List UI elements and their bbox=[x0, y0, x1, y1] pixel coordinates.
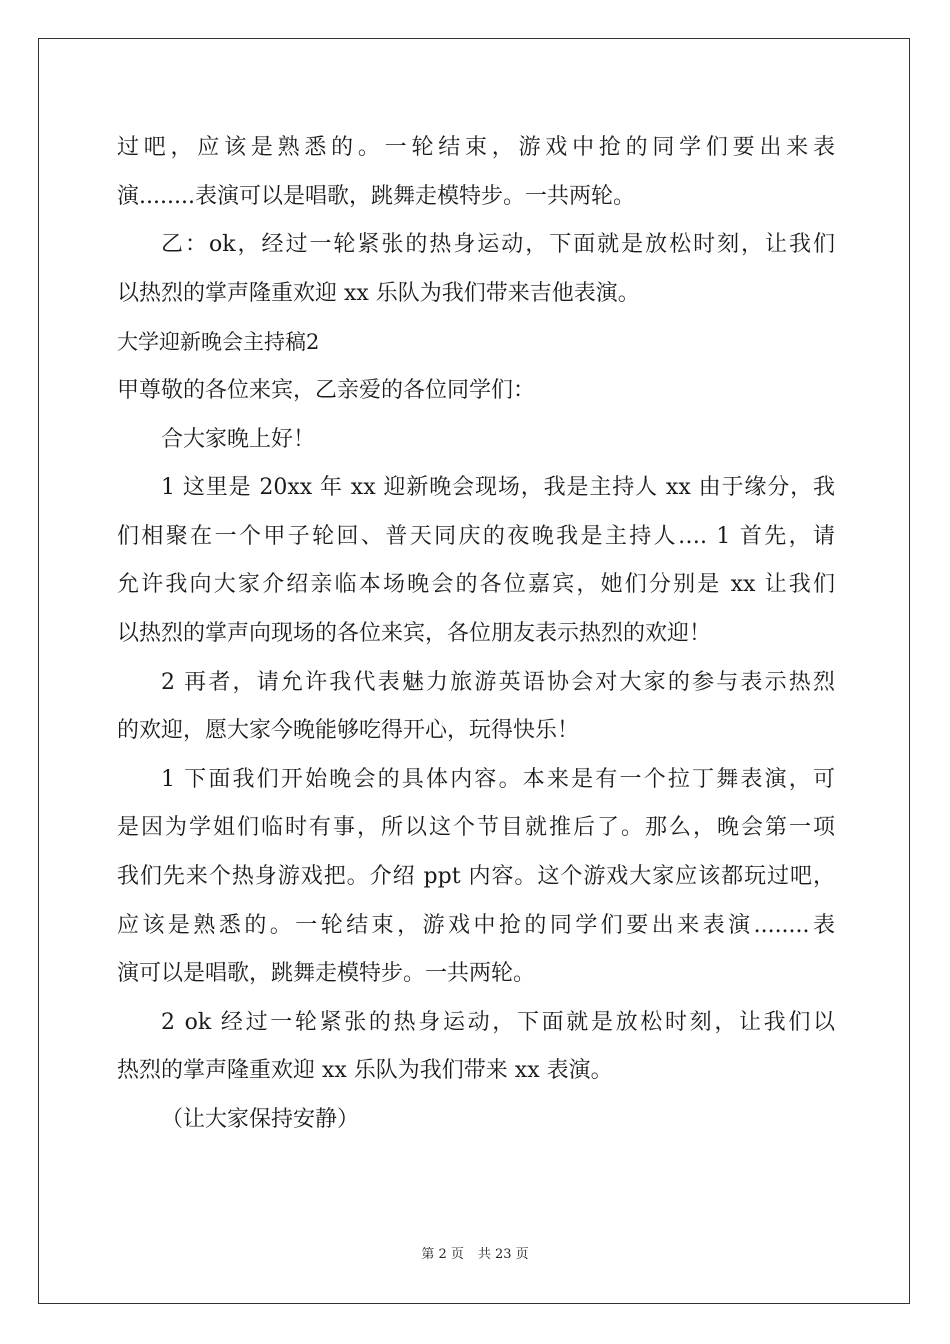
text-line: 允许我向大家介绍亲临本场晚会的各位嘉宾，她们分别是 xx 让我们 bbox=[117, 572, 835, 598]
page-footer bbox=[0, 1243, 950, 1262]
text-line: 是因为学姐们临时有事，所以这个节目就推后了。那么，晚会第一项 bbox=[117, 815, 835, 841]
text-line: 的欢迎，愿大家今晚能够吃得开心，玩得快乐！ bbox=[117, 718, 580, 744]
document-body bbox=[117, 124, 835, 1144]
page-total: 共 23 页 bbox=[477, 1247, 529, 1262]
text-line: 演可以是唱歌，跳舞走模特步。一共两轮。 bbox=[117, 961, 536, 987]
text-line: 们相聚在一个甲子轮回、普天同庆的夜晚我是主持人…. 1 首先，请 bbox=[117, 523, 835, 549]
text-line: 以热烈的掌声向现场的各位来宾，各位朋友表示热烈的欢迎！ bbox=[117, 620, 712, 646]
text-line: 乙：ok，经过一轮紧张的热身运动，下面就是放松时刻，让我们 bbox=[161, 232, 835, 258]
text-line: 热烈的掌声隆重欢迎 xx 乐队为我们带来 xx 表演。 bbox=[117, 1058, 613, 1084]
text-line: 合大家晚上好！ bbox=[161, 426, 316, 452]
text-line: （让大家保持安静） bbox=[161, 1106, 360, 1132]
text-line: 2 再者，请允许我代表魅力旅游英语协会对大家的参与表示热烈 bbox=[161, 669, 835, 695]
text-line: 演........表演可以是唱歌，跳舞走模特步。一共两轮。 bbox=[117, 183, 635, 209]
text-line: 我们先来个热身游戏把。介绍 ppt 内容。这个游戏大家应该都玩过吧， bbox=[117, 863, 835, 889]
page-number: 第 2 页 bbox=[421, 1247, 464, 1262]
text-line: 1 下面我们开始晚会的具体内容。本来是有一个拉丁舞表演，可 bbox=[161, 766, 835, 792]
text-line: 过吧，应该是熟悉的。一轮结束，游戏中抢的同学们要出来表 bbox=[117, 135, 835, 160]
text-line: 以热烈的掌声隆重欢迎 xx 乐队为我们带来吉他表演。 bbox=[117, 280, 640, 306]
text-line: 2 ok 经过一轮紧张的热身运动，下面就是放松时刻，让我们以 bbox=[161, 1009, 835, 1035]
section-heading: 大学迎新晚会主持稿2 bbox=[117, 330, 320, 355]
text-line: 应该是熟悉的。一轮结束，游戏中抢的同学们要出来表演........表 bbox=[117, 912, 835, 938]
text-line: 甲尊敬的各位来宾，乙亲爱的各位同学们： bbox=[117, 377, 536, 403]
text-line: 1 这里是 20xx 年 xx 迎新晚会现场，我是主持人 xx 由于缘分，我 bbox=[161, 475, 835, 501]
